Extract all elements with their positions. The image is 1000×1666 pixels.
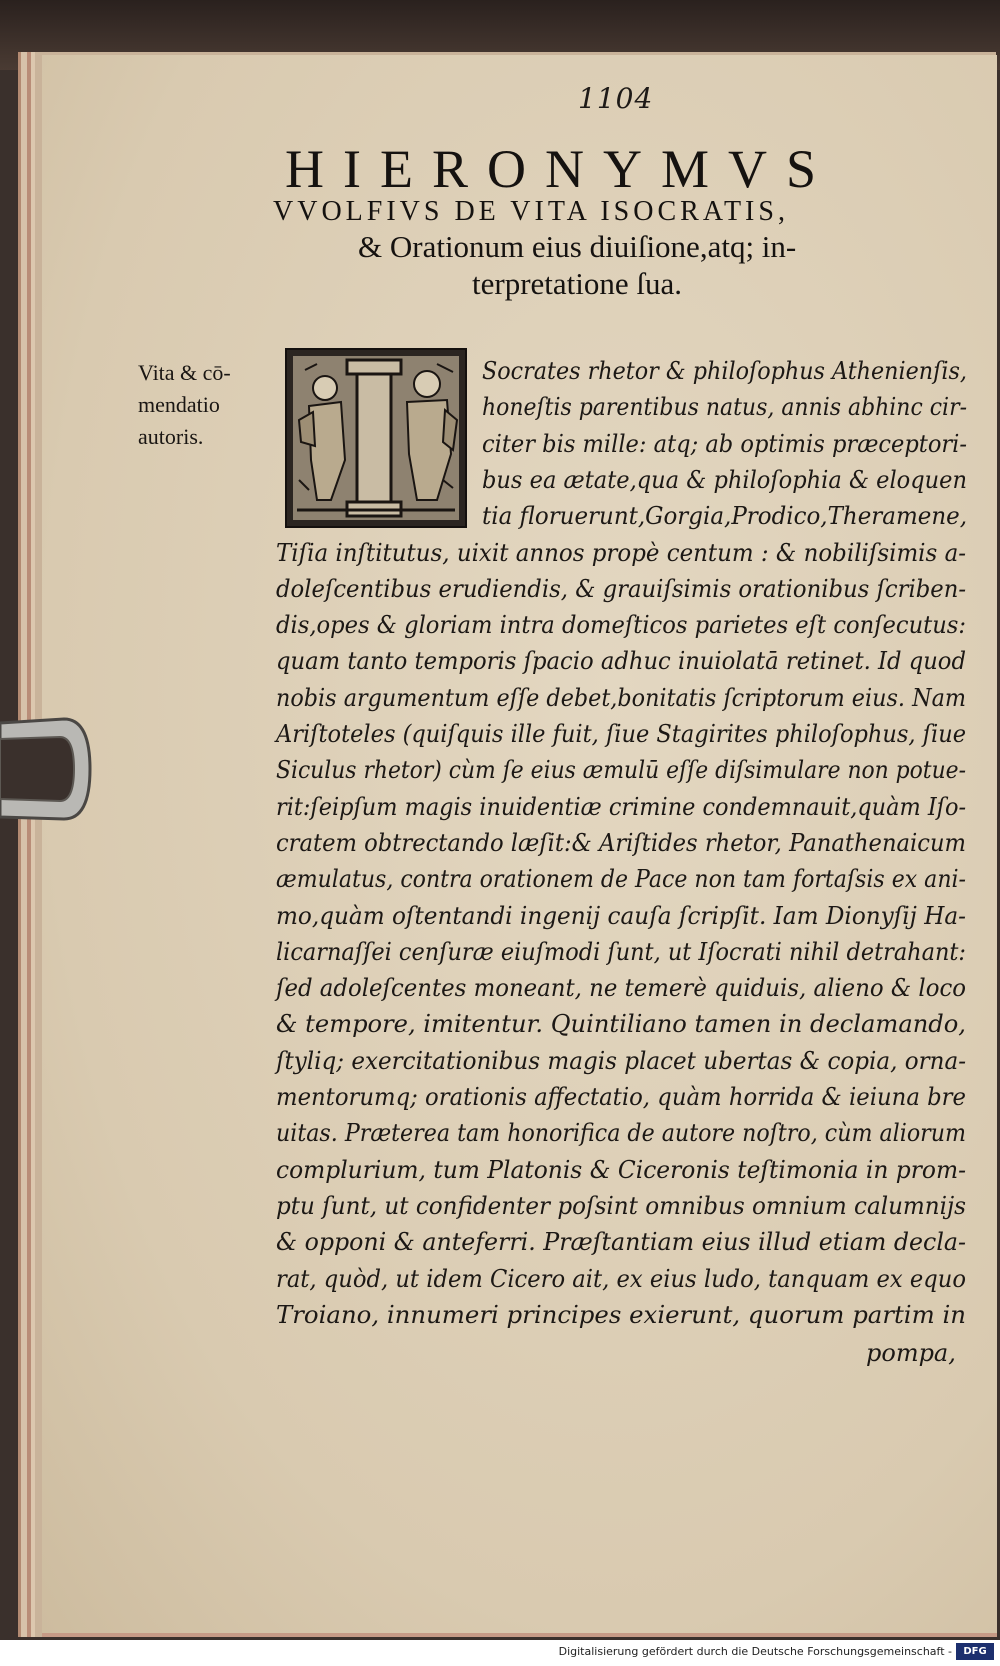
body-line: dis,opes & gloriam intra domeſticos parietes eſt conſecutus: [276, 611, 967, 640]
marginal-note-line: autoris. [138, 424, 204, 449]
dfg-logo: DFG [956, 1643, 994, 1660]
body-line: & tempore, imitentur. Quintiliano tamen in declamando, [276, 1010, 966, 1039]
body-line: æmulatus, contra orationem de Pace non tam fortaſsis ex ani- [276, 865, 967, 894]
body-line: quam tanto temporis ſpacio adhuc inuiolatā retinet. Id quod [276, 647, 966, 676]
title-line-2: VVOLFIVS DE VITA ISOCRATIS, [273, 196, 789, 227]
body-line: ptu ſunt, ut confidenter poſsint omnibus omnium calumnijs [276, 1191, 967, 1220]
body-line: Socrates rhetor & philoſophus Athenienſis, [482, 357, 968, 385]
body-line: tia floruerunt,Gorgia,Prodico,Theramene, [482, 502, 968, 531]
page-number: 1104 [578, 82, 654, 115]
title-line-3: & Orationum eius diuiſione,atq; in- [358, 229, 797, 264]
catchword: pompa, [866, 1339, 956, 1367]
body-line: rit:ſeipſum magis inuidentiæ crimine condemnauit,quàm Iſo- [276, 792, 967, 821]
marginal-note-line: mendatio [138, 392, 220, 417]
body-line: Ariſtoteles (quiſquis ille fuit, ſiue Stagirites philoſophus, ſiue [276, 720, 967, 748]
body-line: complurium, tum Platonis & Ciceronis teſtimonia in prom- [276, 1155, 966, 1184]
body-line: rat, quòd, ut idem Cicero ait, ex eius ludo, tanquam ex equo [276, 1264, 966, 1293]
body-line: honeſtis parentibus natus, annis abhinc cir- [482, 393, 967, 422]
funding-note: Digitalisierung gefördert durch die Deutsche Forschungsgemeinschaft - [558, 1645, 952, 1658]
body-line: licarnaſſei cenſuræ eiuſmodi ſunt, ut Iſocrati nihil detrahant: [276, 937, 966, 966]
page-clip [0, 705, 92, 833]
body-line: Tiſia inſtitutus, uixit annos propè centum : & nobiliſsimis a- [276, 538, 966, 567]
body-line: ſed adoleſcentes moneant, ne temerè quiduis, alieno & loco [276, 974, 966, 1003]
body-line: citer bis mille: atq; ab optimis præceptori- [482, 429, 968, 458]
body-line: mo,quàm oſtentandi ingenij cauſa ſcripſit. Iam Dionyſij Ha- [276, 901, 966, 930]
body-line: & opponi & anteferri. Præſtantiam eius illud etiam decla- [276, 1228, 967, 1257]
marginal-note-line: Vita & cō- [138, 360, 231, 385]
marginal-note [138, 357, 231, 453]
body-line: uitas. Præterea tam honorifica de autore noſtro, cùm aliorum [276, 1119, 966, 1148]
body-line: bus ea ætate,qua & philoſophia & eloquen [482, 465, 968, 494]
body-line: cratem obtrectando læſit:& Ariſtides rhetor, Panathenaicum [276, 828, 966, 857]
footer-bar [0, 1640, 1000, 1666]
body-line: doleſcentibus erudiendis, & grauiſsimis orationibus ſcriben- [276, 574, 967, 603]
body-line: ſtyliq; exercitationibus magis placet ubertas & copia, orna- [276, 1046, 966, 1075]
body-line: nobis argumentum eſſe debet,bonitatis ſcriptorum eius. Nam [276, 683, 967, 712]
woodcut-illustration [287, 350, 465, 526]
body-line: Troiano, innumeri principes exierunt, quorum partim in [276, 1300, 967, 1329]
title-line-4: terpretatione ſua. [472, 266, 683, 301]
body-line: mentorumq; orationis affectatio, quàm horrida & ieiuna bre [276, 1083, 966, 1111]
body-line: Siculus rhetor) cùm ſe eius æmulū eſſe diſsimulare non potue- [276, 756, 966, 785]
title-line-1: HIERONYMVS [285, 139, 836, 199]
decorated-initial-woodcut [285, 348, 467, 528]
